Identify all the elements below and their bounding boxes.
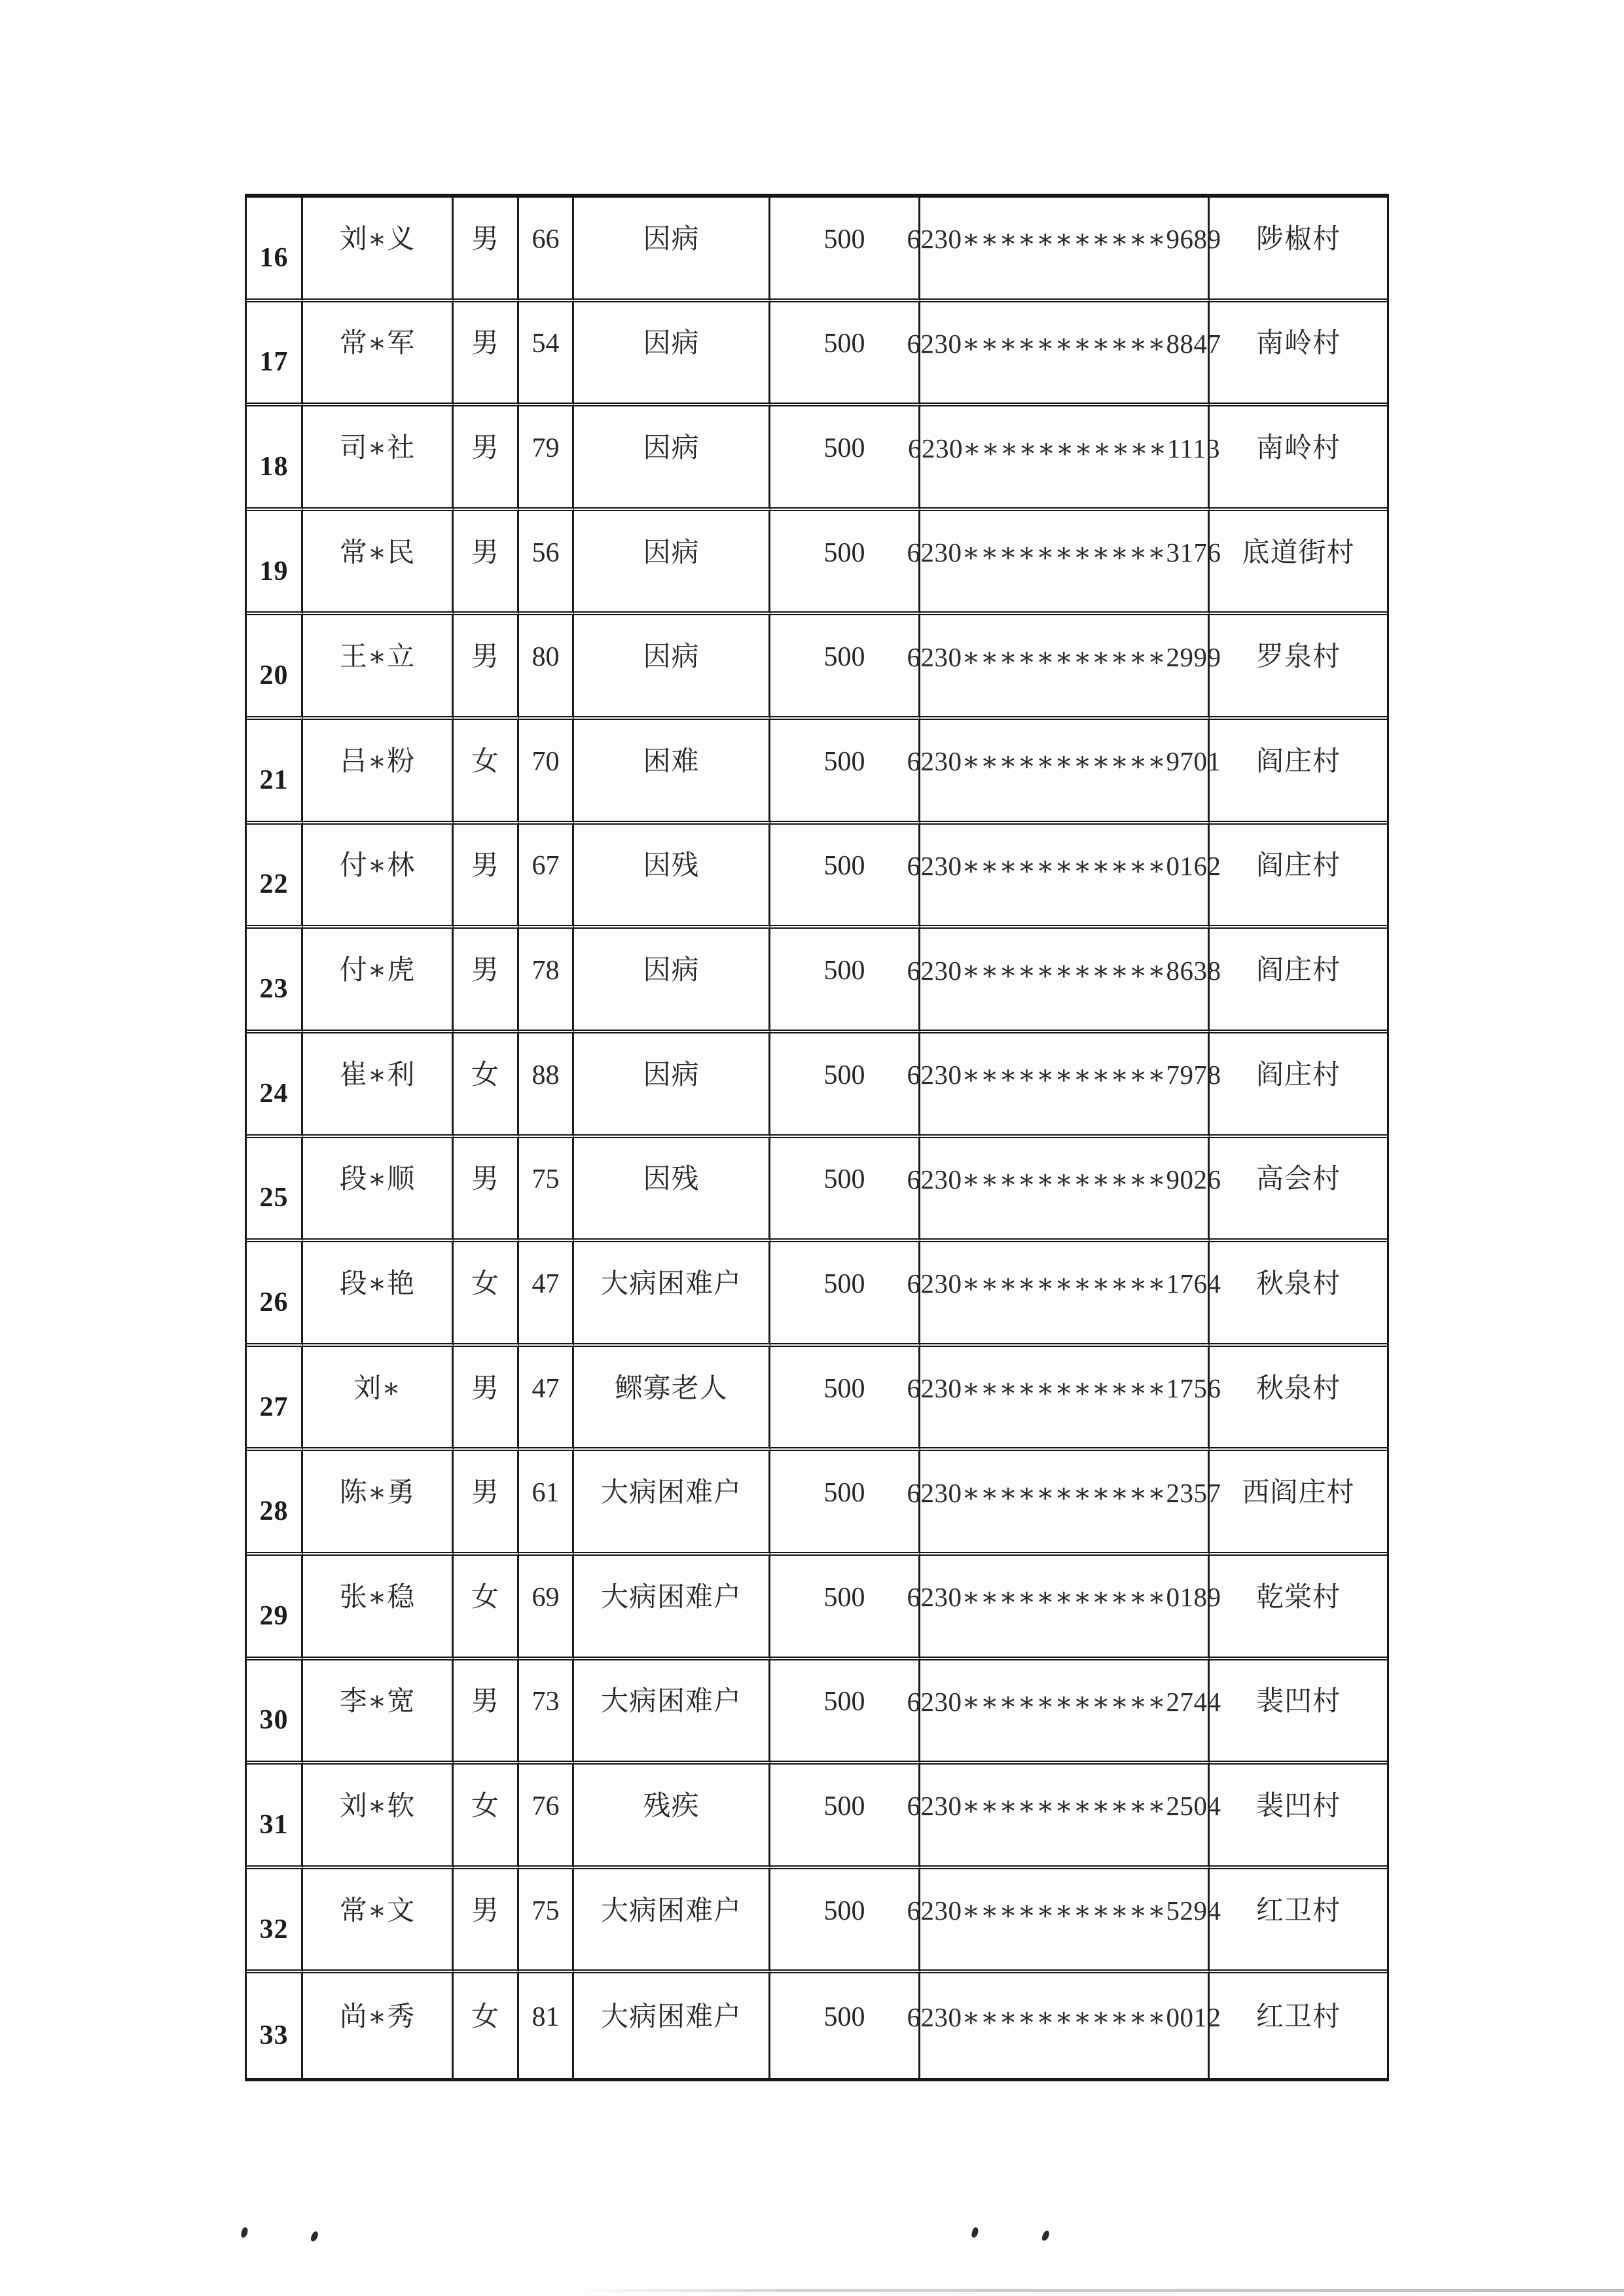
- bank-card-number: 6230∗∗∗∗∗∗∗∗∗∗∗1764: [920, 1242, 1210, 1347]
- amount: 500: [770, 1556, 920, 1660]
- hardship-reason: 大病困难户: [574, 1242, 770, 1347]
- bank-card-number: 6230∗∗∗∗∗∗∗∗∗∗∗1113: [920, 406, 1210, 511]
- hardship-reason: 残疾: [574, 1765, 770, 1869]
- gender: 男: [454, 1869, 519, 1974]
- gender: 女: [454, 1765, 519, 1869]
- gender: 男: [454, 302, 519, 407]
- village-name: 西阎庄村: [1210, 1451, 1387, 1556]
- bank-card-number: 6230∗∗∗∗∗∗∗∗∗∗∗1756: [920, 1347, 1210, 1452]
- subsidy-recipients-table: [245, 194, 1389, 2081]
- amount: 500: [770, 825, 920, 929]
- age: 81: [519, 1973, 574, 2078]
- scan-speck: [310, 2231, 319, 2242]
- gender: 男: [454, 406, 519, 511]
- gender: 女: [454, 720, 519, 825]
- amount: 500: [770, 1973, 920, 2078]
- person-name: 刘∗义: [303, 198, 454, 302]
- age: 67: [519, 825, 574, 929]
- person-name: 常∗军: [303, 302, 454, 407]
- age: 75: [519, 1869, 574, 1974]
- age: 70: [519, 720, 574, 825]
- hardship-reason: 大病困难户: [574, 1869, 770, 1974]
- village-name: 阎庄村: [1210, 720, 1387, 825]
- amount: 500: [770, 1765, 920, 1869]
- amount: 500: [770, 615, 920, 720]
- person-name: 付∗林: [303, 825, 454, 929]
- row-number: 16: [247, 198, 303, 302]
- gender: 男: [454, 1347, 519, 1452]
- age: 66: [519, 198, 574, 302]
- age: 80: [519, 615, 574, 720]
- village-name: 红卫村: [1255, 2002, 1341, 2033]
- person-name: 尚∗秀: [303, 1973, 454, 2078]
- row-number: 33: [247, 1973, 303, 2078]
- gender: 男: [454, 198, 519, 302]
- bank-card-number: 6230∗∗∗∗∗∗∗∗∗∗∗2504: [920, 1765, 1210, 1869]
- bank-card-number: 6230∗∗∗∗∗∗∗∗∗∗∗3176: [920, 511, 1210, 616]
- village-name: 阎庄村: [1210, 1033, 1387, 1138]
- person-name: 刘∗软: [303, 1765, 454, 1869]
- bank-card-number: 6230∗∗∗∗∗∗∗∗∗∗∗0189: [920, 1556, 1210, 1660]
- amount: 500: [770, 1869, 920, 1974]
- hardship-reason: 因病: [574, 406, 770, 511]
- village-name: 罗泉村: [1210, 615, 1387, 720]
- amount: 500: [770, 1347, 920, 1452]
- row-number: 31: [247, 1765, 303, 1869]
- bank-card-number: 6230∗∗∗∗∗∗∗∗∗∗∗0162: [920, 825, 1210, 929]
- bank-card-number: 6230∗∗∗∗∗∗∗∗∗∗∗2357: [920, 1451, 1210, 1556]
- bank-card-number: 6230∗∗∗∗∗∗∗∗∗∗∗5294: [920, 1869, 1210, 1974]
- row-number: 28: [247, 1451, 303, 1556]
- village-name: 南岭村: [1210, 302, 1387, 407]
- row-number: 30: [247, 1660, 303, 1765]
- village-name: 南岭村: [1210, 406, 1387, 511]
- hardship-reason: 大病困难户: [574, 1451, 770, 1556]
- row-number: 24: [247, 1033, 303, 1138]
- hardship-reason: 因病: [574, 929, 770, 1033]
- village-name: 陟椒村: [1210, 198, 1387, 302]
- gender: 男: [454, 1451, 519, 1556]
- hardship-reason: 因病: [574, 615, 770, 720]
- scan-speck: [1041, 2230, 1050, 2242]
- row-number: 17: [247, 302, 303, 407]
- gender: 女: [454, 1242, 519, 1347]
- hardship-reason: 因病: [574, 198, 770, 302]
- person-name: 常∗文: [303, 1869, 454, 1974]
- person-name: 段∗艳: [303, 1242, 454, 1347]
- scan-speck: [971, 2227, 979, 2238]
- row-number: 19: [247, 511, 303, 616]
- hardship-reason: 鳏寡老人: [574, 1347, 770, 1452]
- village-name: 阎庄村: [1210, 825, 1387, 929]
- row-number: 22: [247, 825, 303, 929]
- hardship-reason: 因残: [574, 825, 770, 929]
- row-number: 25: [247, 1138, 303, 1243]
- amount: 500: [770, 302, 920, 407]
- amount: 500: [770, 198, 920, 302]
- village-name: 底道街村: [1210, 511, 1387, 616]
- amount: 500: [770, 1242, 920, 1347]
- hardship-reason: 大病困难户: [574, 1973, 770, 2078]
- gender: 男: [454, 1660, 519, 1765]
- age: 78: [519, 929, 574, 1033]
- bank-card-number: 6230∗∗∗∗∗∗∗∗∗∗∗9689: [920, 198, 1210, 302]
- age: 47: [519, 1347, 574, 1452]
- amount: 500: [770, 720, 920, 825]
- row-number: 27: [247, 1347, 303, 1452]
- age: 73: [519, 1660, 574, 1765]
- person-name: 李∗宽: [303, 1660, 454, 1765]
- hardship-reason: 大病困难户: [574, 1556, 770, 1660]
- amount: 500: [770, 1033, 920, 1138]
- hardship-reason: 因病: [574, 1033, 770, 1138]
- person-name: 付∗虎: [303, 929, 454, 1033]
- village-name: 乾棠村: [1210, 1556, 1387, 1660]
- age: 54: [519, 302, 574, 407]
- person-name: 常∗民: [303, 511, 454, 616]
- hardship-reason: 因残: [574, 1138, 770, 1243]
- amount: 500: [770, 406, 920, 511]
- village-name: 阎庄村: [1210, 929, 1387, 1033]
- row-number: 32: [247, 1869, 303, 1974]
- bank-card-number: 6230∗∗∗∗∗∗∗∗∗∗∗2744: [920, 1660, 1210, 1765]
- amount: 500: [770, 929, 920, 1033]
- row-number: 18: [247, 406, 303, 511]
- row-number: 26: [247, 1242, 303, 1347]
- age: 61: [519, 1451, 574, 1556]
- bank-card-number: 6230∗∗∗∗∗∗∗∗∗∗∗8847: [920, 302, 1210, 407]
- age: 47: [519, 1242, 574, 1347]
- scan-edge-shadow: [575, 2289, 1624, 2292]
- amount: 500: [770, 1451, 920, 1556]
- age: 88: [519, 1033, 574, 1138]
- age: 69: [519, 1556, 574, 1660]
- person-name: 吕∗粉: [303, 720, 454, 825]
- gender: 女: [454, 1556, 519, 1660]
- village-name: 秋泉村: [1210, 1347, 1387, 1452]
- person-name: 崔∗利: [303, 1033, 454, 1138]
- village-name: 裴凹村: [1210, 1765, 1387, 1869]
- gender: 男: [454, 825, 519, 929]
- amount: 500: [770, 511, 920, 616]
- gender: 男: [454, 929, 519, 1033]
- scan-speck: [240, 2227, 249, 2238]
- bank-card-number: 6230∗∗∗∗∗∗∗∗∗∗∗8638: [920, 929, 1210, 1033]
- gender: 女: [454, 1033, 519, 1138]
- gender: 男: [454, 511, 519, 616]
- person-name: 司∗社: [303, 406, 454, 511]
- hardship-reason: 因病: [574, 511, 770, 616]
- row-number: 21: [247, 720, 303, 825]
- person-name: 刘∗: [303, 1347, 454, 1452]
- age: 56: [519, 511, 574, 616]
- bank-card-number: 6230∗∗∗∗∗∗∗∗∗∗∗7978: [920, 1033, 1210, 1138]
- amount: 500: [770, 1660, 920, 1765]
- person-name: 段∗顺: [303, 1138, 454, 1243]
- person-name: 陈∗勇: [303, 1451, 454, 1556]
- hardship-reason: 因病: [574, 302, 770, 407]
- bank-card-number: 6230∗∗∗∗∗∗∗∗∗∗∗9701: [920, 720, 1210, 825]
- age: 76: [519, 1765, 574, 1869]
- village-name: 红卫村: [1210, 1869, 1387, 1974]
- bank-card-number: 6230∗∗∗∗∗∗∗∗∗∗∗9026: [920, 1138, 1210, 1243]
- hardship-reason: 大病困难户: [574, 1660, 770, 1765]
- amount: 500: [770, 1138, 920, 1243]
- row-number: 29: [247, 1556, 303, 1660]
- person-name: 王∗立: [303, 615, 454, 720]
- bank-card-number: 6230∗∗∗∗∗∗∗∗∗∗∗0012: [920, 1973, 1210, 2078]
- bank-card-number: 6230∗∗∗∗∗∗∗∗∗∗∗2999: [920, 615, 1210, 720]
- age: 79: [519, 406, 574, 511]
- gender: 女: [454, 1973, 519, 2078]
- village-name: 裴凹村: [1210, 1660, 1387, 1765]
- gender: 男: [454, 615, 519, 720]
- gender: 男: [454, 1138, 519, 1243]
- row-number: 20: [247, 615, 303, 720]
- row-number: 23: [247, 929, 303, 1033]
- age: 75: [519, 1138, 574, 1243]
- village-name: 高会村: [1210, 1138, 1387, 1243]
- village-name: 秋泉村: [1210, 1242, 1387, 1347]
- hardship-reason: 困难: [574, 720, 770, 825]
- person-name: 张∗稳: [303, 1556, 454, 1660]
